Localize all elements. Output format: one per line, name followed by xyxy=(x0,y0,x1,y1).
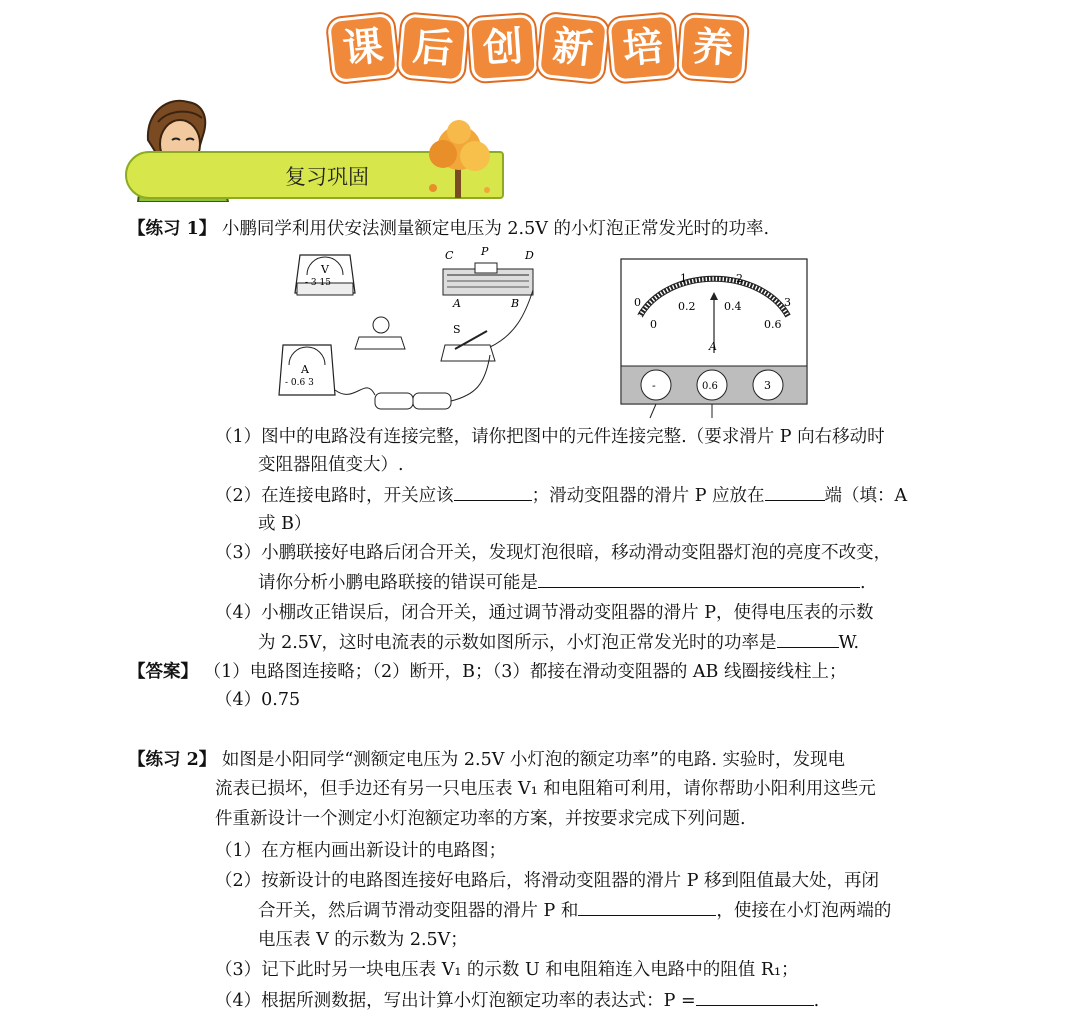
dial-scale-bottom-2: 0.4 xyxy=(724,300,742,313)
ex2-q4-blank-expression[interactable] xyxy=(696,989,814,1006)
ex1-q2-part3: 端（填：A xyxy=(824,486,908,506)
ex1-q3-line1: （3）小鹏联接好电路后闭合开关，发现灯泡很暗，移动滑动变阻器灯泡的亮度不改变， xyxy=(215,543,892,563)
ex2-q3: （3）记下此时另一块电压表 V₁ 的示数 U 和电阻箱连入电路中的阻值 R₁； xyxy=(215,960,799,980)
ex1-q2-blank-switch[interactable] xyxy=(454,484,532,501)
circuit-figure xyxy=(275,245,565,415)
dial-scale-bottom-3: 0.6 xyxy=(764,318,782,331)
ex1-q4-line1: （4）小棚改正错误后，闭合开关，通过调节滑动变阻器的滑片 P，使得电压表的示数 xyxy=(215,603,874,623)
dial-terminal-minus: - xyxy=(652,379,656,392)
title-char-4: 新 xyxy=(537,13,609,84)
rheostat-label-d: D xyxy=(525,249,534,262)
ex1-q2-blank-slider[interactable] xyxy=(765,484,825,501)
ex1-answer-line1 xyxy=(128,661,846,683)
dial-symbol: A xyxy=(709,340,717,353)
title-char-2: 后 xyxy=(397,13,468,83)
ex2-q4-part2: . xyxy=(813,991,820,1011)
ex1-q4-part1: 为 2.5V，这时电流表的示数如图所示，小灯泡正常发光时的功率是 xyxy=(258,633,777,653)
battery-component xyxy=(375,393,451,409)
exercise-2-label: 【练习 2】 xyxy=(128,750,217,770)
ex2-q2-part2: ，使接在小灯泡两端的 xyxy=(716,901,892,921)
title-char-3: 创 xyxy=(468,14,538,82)
ex2-q4-part1: （4）根据所测数据，写出计算小灯泡额定功率的表达式：P = xyxy=(215,991,696,1011)
rheostat-label-c: C xyxy=(445,249,454,262)
title-char-5: 培 xyxy=(607,13,678,83)
ex1-answer-line2: （4）0.75 xyxy=(215,690,301,710)
exercise-1-label: 【练习 1】 xyxy=(128,219,217,239)
ex2-q2-line3: 电压表 V 的示数为 2.5V； xyxy=(258,930,468,950)
dial-scale-top-1: 1 xyxy=(680,272,687,285)
exercise-1-stem-text: 小鹏同学利用伏安法测量额定电压为 2.5V 的小灯泡正常发光时的功率. xyxy=(221,219,770,239)
title-char-6: 养 xyxy=(678,14,748,82)
ammeter-terminals: - 0.6 3 xyxy=(285,378,314,388)
ex1-q1-line2: 变阻器阻值变大）. xyxy=(258,455,404,475)
ex1-q3-part2: . xyxy=(860,573,866,593)
exercise-2-stem-line3: 件重新设计一个测定小灯泡额定功率的方案，并按要求完成下列问题. xyxy=(215,809,746,829)
answer-label: 【答案】 xyxy=(128,662,198,682)
ex2-q2-blank[interactable] xyxy=(578,899,716,916)
ex2-q2-line2 xyxy=(258,899,891,922)
ex1-q2-line1 xyxy=(215,484,907,507)
ex1-q3-line2 xyxy=(258,571,866,594)
ammeter-dial-figure xyxy=(620,258,808,420)
page-title xyxy=(330,10,750,78)
autumn-tree-illustration xyxy=(415,118,505,203)
dial-scale-bottom-1: 0.2 xyxy=(678,300,696,313)
dial-terminal-3: 3 xyxy=(764,379,771,392)
ex2-q1: （1）在方框内画出新设计的电路图； xyxy=(215,841,507,861)
ex1-q1-line1: （1）图中的电路没有连接完整，请你把图中的元件连接完整.（要求滑片 P 向右移动时 xyxy=(215,427,885,447)
exercise-1-stem xyxy=(128,218,769,240)
ex2-q2-part1: 合开关，然后调节滑动变阻器的滑片 P 和 xyxy=(258,901,579,921)
switch-label: S xyxy=(453,323,461,336)
lamp-component xyxy=(355,317,405,349)
rheostat-label-b: B xyxy=(511,297,520,310)
ex1-q4-blank-power[interactable] xyxy=(777,631,839,648)
ex1-q3-part1: 请你分析小鹏电路联接的错误可能是 xyxy=(258,573,538,593)
rheostat-component xyxy=(443,245,534,310)
ex1-q4-part2: W. xyxy=(838,633,860,653)
voltmeter-symbol: V xyxy=(321,263,329,276)
ex1-q2-part1: （2）在连接电路时，开关应该 xyxy=(215,486,454,506)
ex1-q4-line2 xyxy=(258,631,859,654)
rheostat-label-a: A xyxy=(453,297,461,310)
ex1-q2-line2: 或 B） xyxy=(258,514,312,534)
ammeter-symbol: A xyxy=(301,363,309,376)
voltmeter-terminals: - 3 15 xyxy=(305,278,331,288)
dial-scale-top-3: 3 xyxy=(784,296,791,309)
switch-component xyxy=(441,323,495,361)
dial-scale-bottom-0: 0 xyxy=(650,318,657,331)
section-label: 复习巩固 xyxy=(285,165,369,189)
ex1-q3-blank-error[interactable] xyxy=(538,571,860,588)
voltmeter-component xyxy=(295,255,355,295)
ex2-q2-line1: （2）按新设计的电路图连接好电路后，将滑动变阻器的滑片 P 移到阻值最大处，再闭 xyxy=(215,871,880,891)
rheostat-label-p: P xyxy=(481,245,489,258)
exercise-2-stem-text-1: 如图是小阳同学“测额定电压为 2.5V 小灯泡的额定功率”的电路. 实验时，发现电 xyxy=(221,750,845,770)
answer-text-1: （1）电路图连接略；（2）断开，B；（3）都接在滑动变阻器的 AB 线圈接线柱上； xyxy=(203,662,847,682)
ex1-q2-part2: ；滑动变阻器的滑片 P 应放在 xyxy=(531,486,765,506)
dial-terminal-06: 0.6 xyxy=(702,381,718,392)
title-char-1: 课 xyxy=(327,13,399,84)
dial-scale-top-2: 2 xyxy=(736,272,743,285)
dial-scale-top-0: 0 xyxy=(634,296,641,309)
ammeter-component xyxy=(279,345,335,395)
exercise-2-stem-line2: 流表已损坏，但手边还有另一只电压表 V₁ 和电阻箱可利用，请你帮助小阳利用这些元 xyxy=(215,779,876,799)
exercise-2-stem-line1 xyxy=(128,749,845,771)
ex2-q4 xyxy=(215,989,819,1012)
